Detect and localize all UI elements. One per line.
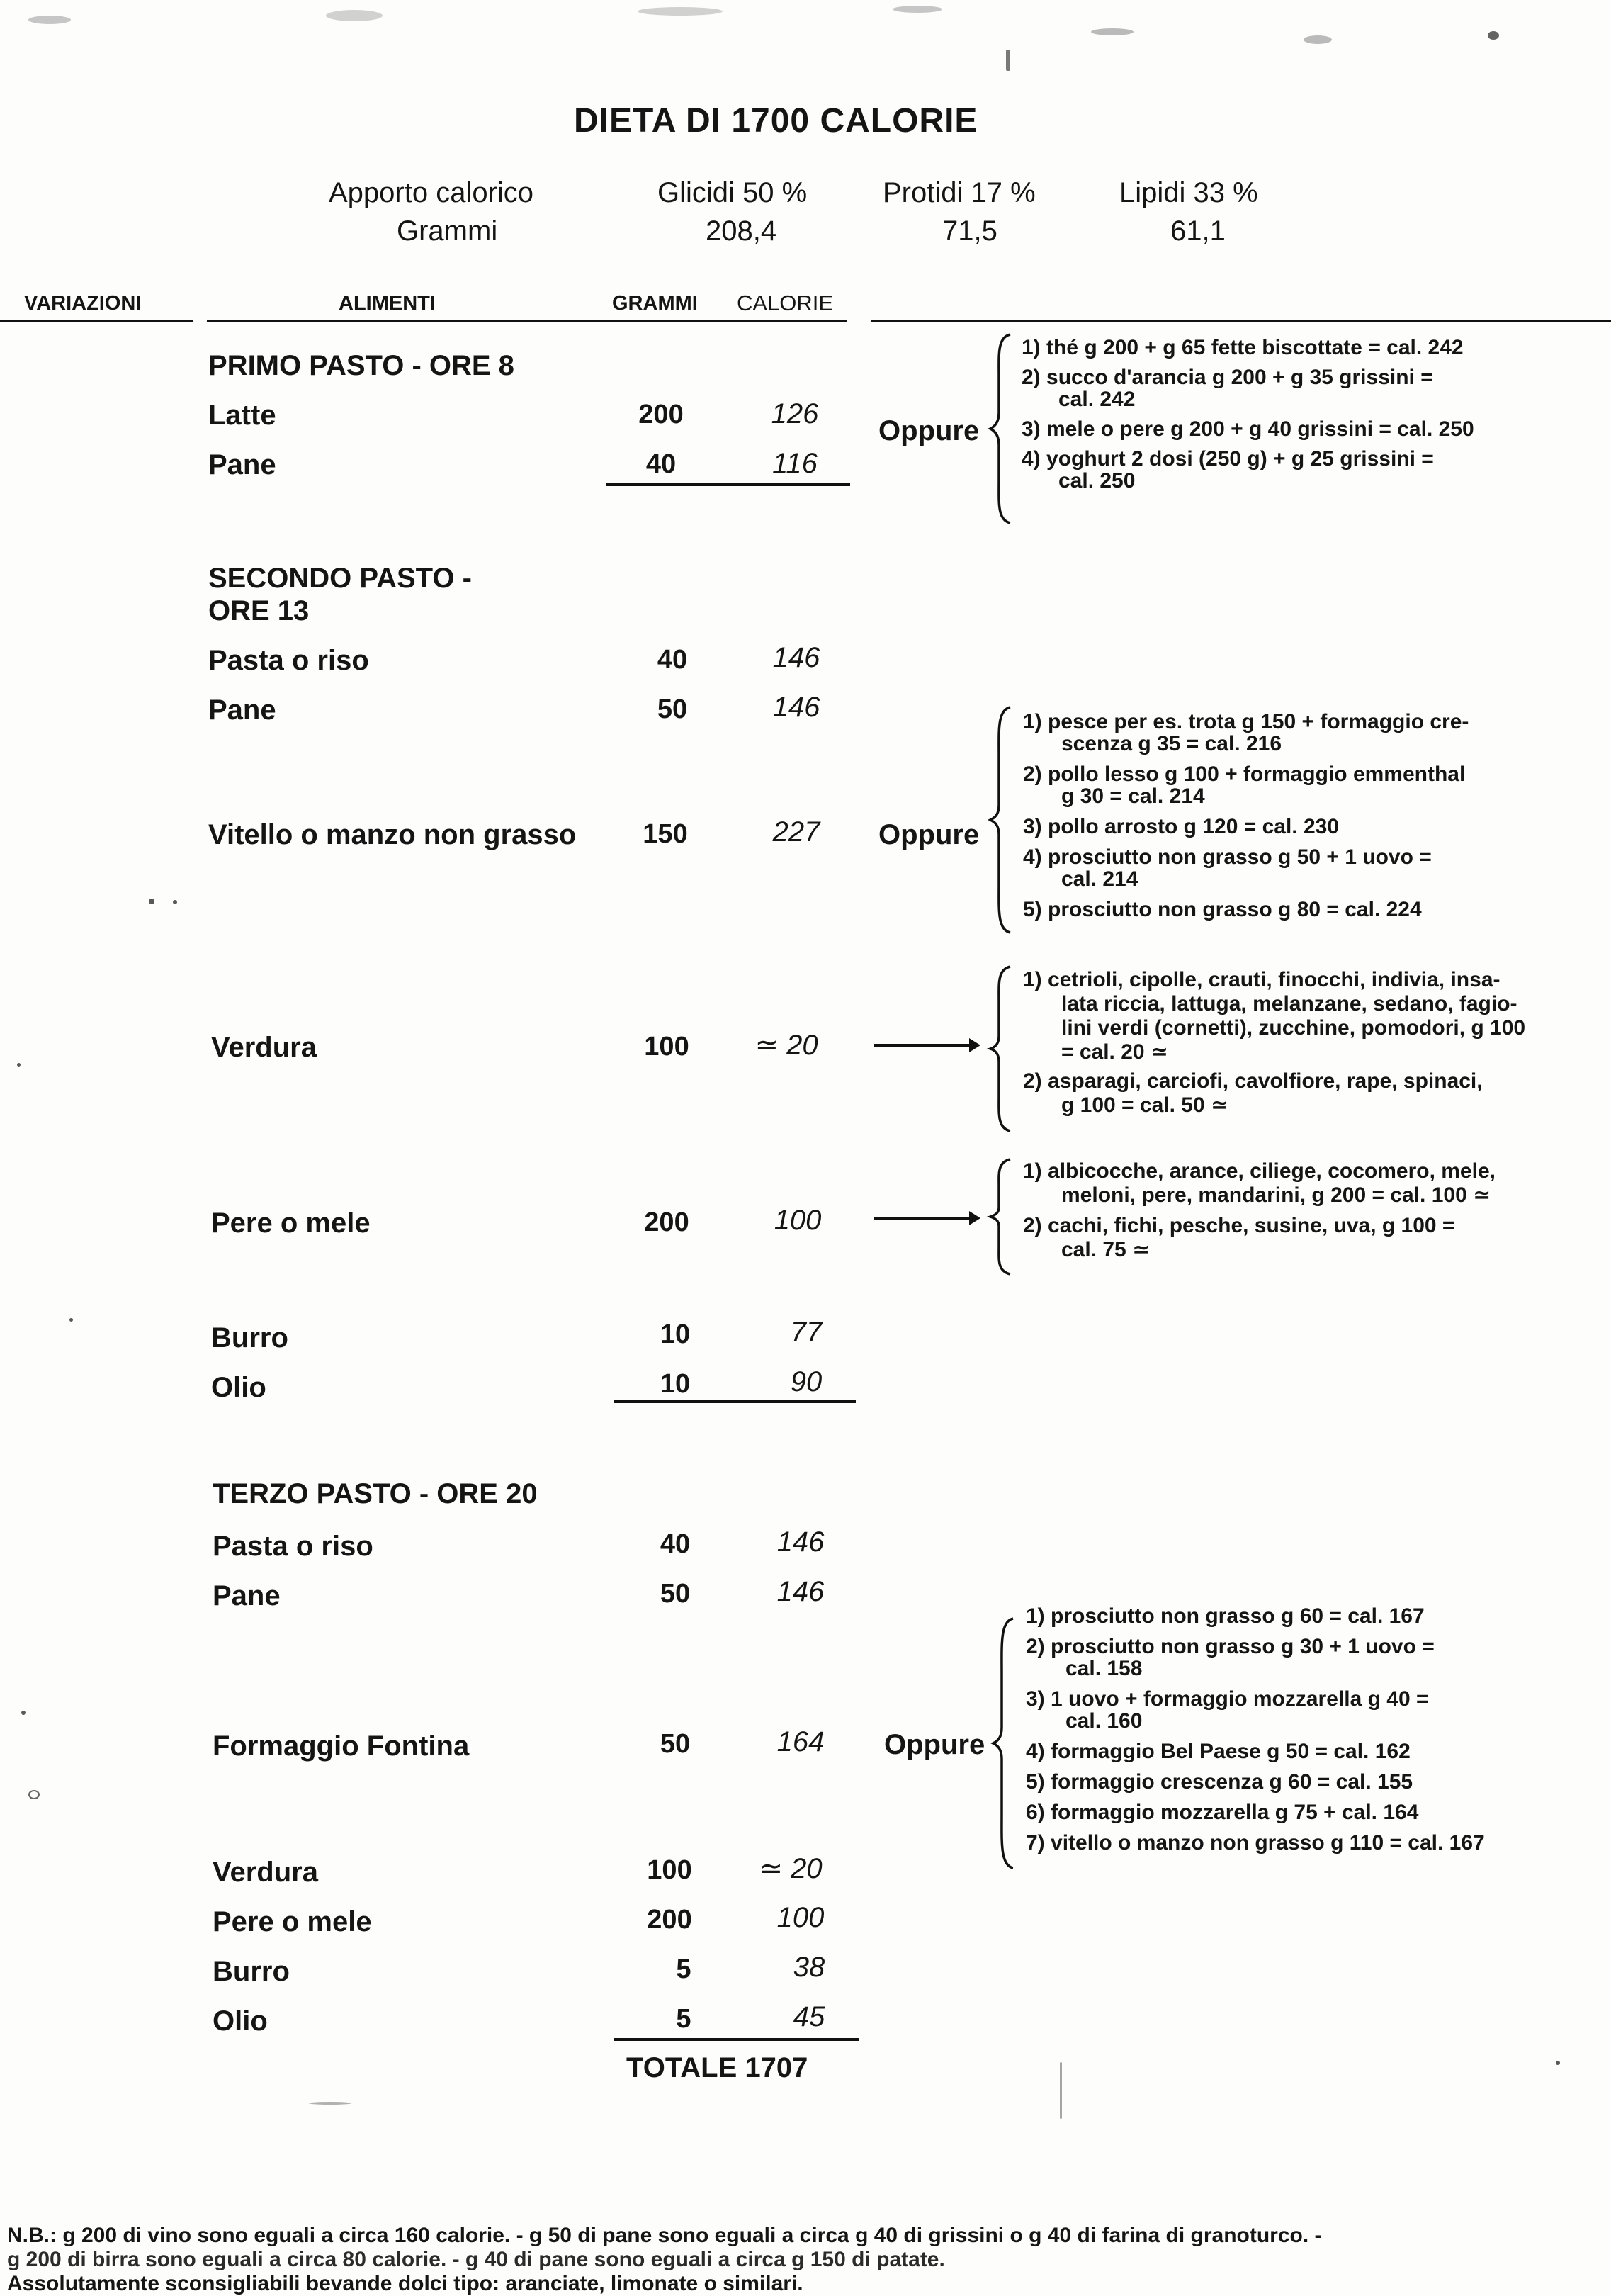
grams-pane-secondo: 50 [657, 694, 688, 724]
cal-burro-terzo: 38 [793, 1952, 825, 1983]
alt-carne-line: cal. 214 [1061, 867, 1138, 891]
alt-carne-line: 1) pesce per es. trota g 150 + formaggio cre- [1023, 710, 1469, 733]
meal-title-primo: PRIMO PASTO - ORE 8 [208, 350, 514, 381]
alt-formaggio-line: 7) vitello o manzo non grasso g 110 = cal. 167 [1026, 1831, 1485, 1855]
brace-frutta-icon [989, 1158, 1013, 1276]
protidi-header: Protidi 17 % [883, 177, 1036, 208]
alt-verdura-line: lata riccia, lattuga, melanzane, sedano, fagio- [1061, 992, 1517, 1015]
scan-speck [1006, 50, 1010, 71]
food-frutta-secondo: Pere o mele [211, 1208, 371, 1239]
alt-primo-line: 1) thé g 200 + g 65 fette biscottate = cal. 242 [1022, 336, 1464, 359]
intake-label: Apporto calorico [329, 177, 534, 208]
cal-olio-secondo: 90 [790, 1366, 823, 1397]
alt-primo-line: 4) yoghurt 2 dosi (250 g) + g 25 grissini = [1022, 447, 1434, 471]
alt-formaggio-line: cal. 160 [1065, 1709, 1143, 1733]
cal-pane-secondo: 146 [772, 692, 820, 723]
subtotal-rule-secondo [614, 1400, 856, 1403]
scan-speck [1556, 2061, 1560, 2065]
food-olio-terzo: Olio [213, 2005, 268, 2037]
meal-title-secondo-2: ORE 13 [208, 595, 310, 626]
grams-frutta-terzo: 200 [647, 1905, 692, 1935]
grams-olio-secondo: 10 [660, 1369, 691, 1399]
cal-frutta-terzo: 100 [776, 1902, 825, 1933]
arrow-right-icon [874, 1208, 980, 1229]
grams-fontina: 50 [660, 1729, 691, 1759]
alt-frutta-line: cal. 75 ≃ [1061, 1238, 1151, 1261]
alt-carne-line: 3) pollo arrosto g 120 = cal. 230 [1023, 815, 1340, 838]
grams-label: Grammi [397, 215, 498, 247]
grams-latte: 200 [638, 400, 684, 429]
alt-verdura-line: 1) cetrioli, cipolle, crauti, finocchi, indivia, insa- [1023, 968, 1500, 991]
food-verdura-terzo: Verdura [213, 1857, 318, 1888]
grams-frutta-secondo: 200 [644, 1208, 689, 1237]
glicidi-grams: 208,4 [706, 215, 777, 247]
footnote-3: Assolutamente sconsigliabili bevande dolci tipo: aranciate, limonate o similari. [7, 2272, 803, 2295]
food-fontina: Formaggio Fontina [213, 1731, 470, 1762]
cal-burro-secondo: 77 [790, 1317, 823, 1348]
food-verdura-secondo: Verdura [211, 1032, 317, 1063]
header-variazioni: VARIAZIONI [24, 292, 142, 315]
meal-title-terzo: TERZO PASTO - ORE 20 [213, 1478, 538, 1509]
alt-primo-line: cal. 250 [1058, 469, 1136, 493]
total-rule [614, 2038, 859, 2041]
alt-formaggio-line: 3) 1 uovo + formaggio mozzarella g 40 = [1026, 1687, 1429, 1711]
grams-burro-secondo: 10 [660, 1319, 691, 1349]
alt-verdura-line: lini verdi (cornetti), zucchine, pomodori, g 100 [1061, 1016, 1526, 1040]
cal-pane-primo: 116 [772, 448, 818, 479]
grams-pasta-secondo: 40 [657, 645, 688, 675]
header-calorie: CALORIE [737, 291, 834, 315]
scan-speck [1060, 2062, 1062, 2119]
cal-verdura-terzo: ≃ 20 [759, 1853, 823, 1884]
header-rule-variazioni-col [871, 320, 1611, 322]
grams-verdura-secondo: 100 [644, 1032, 689, 1062]
footnote-1: N.B.: g 200 di vino sono eguali a circa 160 calorie. - g 50 di pane sono eguali a circa g 40 di grissini o g 40 di farina di granoturco. - [7, 2224, 1322, 2247]
alternatives-verdura [1023, 967, 1525, 1118]
alt-frutta-line: 2) cachi, fichi, pesche, susine, uva, g 100 = [1023, 1214, 1455, 1237]
scan-speck [17, 1063, 21, 1067]
grams-pane-primo: 40 [645, 449, 677, 479]
food-pane-secondo: Pane [208, 694, 276, 726]
alt-formaggio-line: 1) prosciutto non grasso g 60 = cal. 167 [1026, 1604, 1425, 1628]
scan-speck [326, 10, 383, 21]
brace-primo-icon [989, 333, 1013, 524]
alt-frutta-line: 1) albicocche, arance, ciliege, cocomero, mele, [1023, 1159, 1496, 1183]
meal-title-secondo-1: SECONDO PASTO - [208, 563, 472, 594]
grams-burro-terzo: 5 [676, 1954, 691, 1984]
alt-carne-line: scenza g 35 = cal. 216 [1061, 732, 1282, 755]
food-pasta-secondo: Pasta o riso [208, 645, 369, 676]
cal-frutta-secondo: 100 [774, 1205, 822, 1236]
lipidi-header: Lipidi 33 % [1119, 177, 1258, 208]
header-rule-alimenti [207, 320, 847, 322]
brace-verdura-icon [989, 965, 1013, 1132]
food-vitello: Vitello o manzo non grasso [208, 819, 577, 850]
scan-speck [28, 16, 71, 24]
alt-verdura-line: g 100 = cal. 50 ≃ [1061, 1093, 1229, 1117]
oppure-label-primo: Oppure [878, 415, 980, 446]
cal-vitello: 227 [772, 816, 820, 848]
alt-carne-line: 5) prosciutto non grasso g 80 = cal. 224 [1023, 898, 1422, 921]
total-calories: TOTALE 1707 [626, 2052, 808, 2083]
cal-pasta-secondo: 146 [772, 642, 820, 673]
scan-speck [69, 1318, 73, 1322]
food-olio-secondo: Olio [211, 1372, 266, 1403]
brace-formaggio-icon [992, 1617, 1016, 1869]
cal-fontina: 164 [776, 1726, 825, 1757]
alternatives-formaggio [1026, 1603, 1485, 1856]
glicidi-header: Glicidi 50 % [657, 177, 808, 208]
food-frutta-terzo: Pere o mele [213, 1906, 372, 1937]
food-burro-terzo: Burro [213, 1956, 290, 1987]
alt-formaggio-line: 4) formaggio Bel Paese g 50 = cal. 162 [1026, 1740, 1411, 1763]
page-title: DIETA DI 1700 CALORIE [574, 102, 978, 140]
subtotal-rule-primo [606, 483, 850, 486]
grams-vitello: 150 [643, 819, 688, 849]
header-grammi: GRAMMI [612, 292, 698, 315]
oppure-label-terzo: Oppure [884, 1729, 985, 1760]
alt-formaggio-line: cal. 158 [1065, 1657, 1143, 1680]
oppure-label-secondo: Oppure [878, 819, 980, 850]
food-pasta-terzo: Pasta o riso [213, 1531, 373, 1562]
grams-pane-terzo: 50 [660, 1579, 691, 1609]
footnote-2: g 200 di birra sono eguali a circa 80 calorie. - g 40 di pane sono eguali a circa g 150 di patate. [7, 2248, 945, 2271]
scan-speck [1091, 28, 1134, 35]
cal-pasta-terzo: 146 [776, 1526, 825, 1558]
scan-speck [28, 1790, 40, 1799]
scan-speck [173, 900, 177, 904]
scan-speck [893, 6, 942, 13]
grams-verdura-terzo: 100 [647, 1855, 692, 1885]
scan-speck [21, 1711, 26, 1715]
header-rule-variazioni [0, 320, 193, 322]
header-alimenti: ALIMENTI [339, 292, 436, 315]
alternatives-frutta [1023, 1158, 1496, 1263]
alt-primo-line: 2) succo d'arancia g 200 + g 35 grissini = [1022, 366, 1433, 389]
scan-speck [638, 7, 723, 16]
arrow-right-icon [874, 1035, 980, 1056]
alt-carne-line: 4) prosciutto non grasso g 50 + 1 uovo = [1023, 845, 1432, 869]
lipidi-grams: 61,1 [1170, 215, 1226, 247]
alt-carne-line: g 30 = cal. 214 [1061, 784, 1205, 808]
food-latte: Latte [208, 400, 276, 431]
alt-frutta-line: meloni, pere, mandarini, g 200 = cal. 100 ≃ [1061, 1183, 1491, 1207]
cal-latte: 126 [771, 398, 819, 429]
protidi-grams: 71,5 [942, 215, 997, 247]
food-pane-primo: Pane [208, 449, 276, 480]
alternatives-primo [1022, 334, 1474, 494]
scan-speck [1488, 31, 1499, 40]
cal-pane-terzo: 146 [776, 1576, 825, 1607]
food-pane-terzo: Pane [213, 1580, 281, 1611]
brace-secondo-icon [989, 706, 1013, 934]
alternatives-carne [1023, 709, 1469, 923]
scan-speck [1304, 35, 1332, 44]
alt-carne-line: 2) pollo lesso g 100 + formaggio emmenthal [1023, 762, 1466, 786]
grams-olio-terzo: 5 [676, 2004, 691, 2034]
alt-verdura-line: = cal. 20 ≃ [1061, 1040, 1169, 1064]
alt-primo-line: cal. 242 [1058, 388, 1136, 411]
alt-verdura-line: 2) asparagi, carciofi, cavolfiore, rape, spinaci, [1023, 1069, 1483, 1093]
food-burro-secondo: Burro [211, 1322, 288, 1354]
alt-formaggio-line: 5) formaggio crescenza g 60 = cal. 155 [1026, 1770, 1413, 1794]
alt-primo-line: 3) mele o pere g 200 + g 40 grissini = cal. 250 [1022, 417, 1474, 441]
cal-verdura-secondo: ≃ 20 [754, 1030, 818, 1061]
cal-olio-terzo: 45 [793, 2001, 825, 2032]
alt-formaggio-line: 6) formaggio mozzarella g 75 + cal. 164 [1026, 1801, 1419, 1824]
grams-pasta-terzo: 40 [660, 1529, 691, 1559]
scan-speck [149, 899, 154, 904]
scan-speck [309, 2102, 351, 2105]
alt-formaggio-line: 2) prosciutto non grasso g 30 + 1 uovo = [1026, 1635, 1435, 1658]
